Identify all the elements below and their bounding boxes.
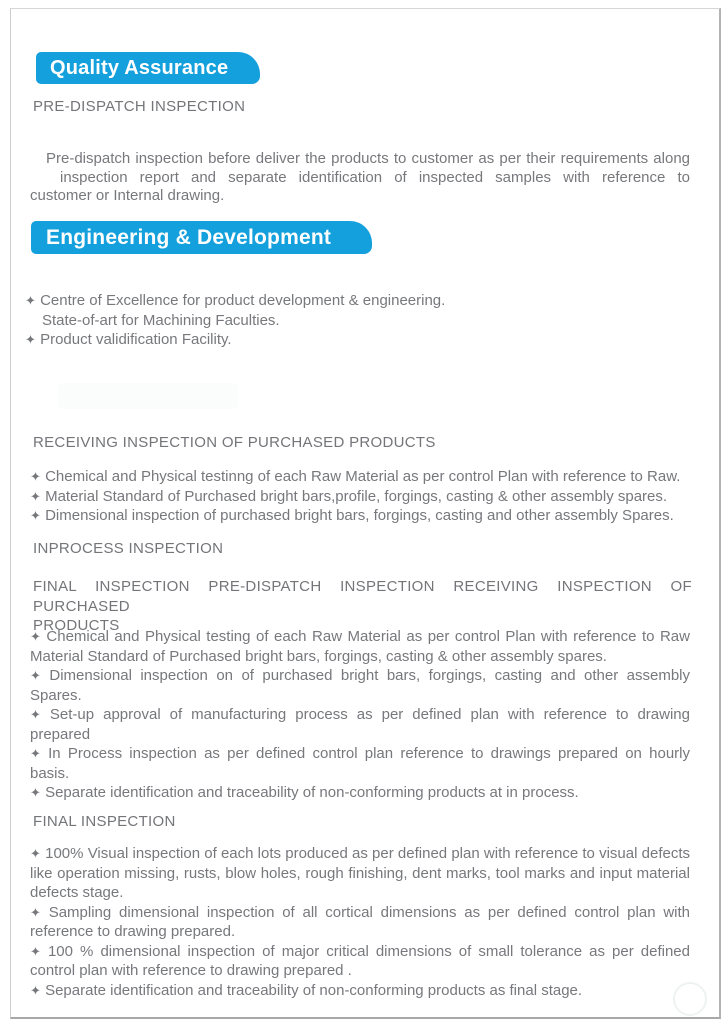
star-bullet-icon: ✦	[30, 668, 41, 683]
star-bullet-icon: ✦	[30, 846, 41, 861]
list-item-text: 100 % dimensional inspection of major critical dimensions of small tolerance as per defined control plan with reference to drawing prepared .	[30, 942, 690, 979]
heading-final-inspection: FINAL INSPECTION	[33, 813, 176, 830]
star-bullet-icon: ✦	[30, 508, 41, 523]
heading-pre-dispatch-inspection: PRE-DISPATCH INSPECTION	[33, 98, 246, 115]
list-item-text: Sampling dimensional inspection of all cortical dimensions as per defined control plan with reference to drawing prepared.	[30, 903, 690, 940]
list-item-text: Set-up approval of manufacturing process as per defined plan with reference to drawing prepared	[30, 706, 690, 743]
list-item	[30, 844, 690, 903]
list-item	[25, 291, 685, 311]
paragraph-line: inspection report and separate identification of inspected samples with reference to	[60, 168, 690, 186]
list-item-text: Dimensional inspection on of purchased bright bars, forgings, casting and other assembly Spares.	[30, 667, 691, 704]
list-item-text: Chemical and Physical testinng of each Raw Material as per control Plan with reference to Raw.	[45, 468, 681, 485]
scan-ghost-mark	[58, 383, 238, 409]
pre-dispatch-paragraph	[30, 150, 690, 206]
list-item-text: Separate identification and traceability of non-conforming products at in process.	[45, 784, 579, 801]
list-item-text: Material Standard of Purchased bright bars,profile, forgings, casting & other assembly spares.	[45, 487, 668, 505]
list-item	[30, 942, 690, 981]
quality-assurance-badge-label: Quality Assurance	[50, 56, 229, 79]
star-bullet-icon: ✦	[30, 707, 41, 722]
list-item	[25, 330, 685, 350]
star-bullet-icon: ✦	[30, 785, 41, 800]
list-item-text: Chemical and Physical testing of each Raw Material as per control Plan with reference to Raw Material Standard of Purchased bright bars, forgings, casting & other assembly spares.	[30, 628, 690, 665]
paragraph-line: customer or Internal drawing.	[30, 187, 225, 204]
list-item-text: Dimensional inspection of purchased bright bars, forgings, casting and other assembly Spares.	[45, 507, 674, 524]
list-item-text: Product validification Facility.	[40, 331, 232, 348]
watermark-circle-icon	[673, 982, 707, 1016]
final-bullet-list	[30, 844, 690, 1000]
paragraph-line: Pre-dispatch inspection before deliver the products to customer as per their requirements along	[46, 150, 690, 167]
star-bullet-icon: ✦	[30, 746, 41, 761]
star-bullet-icon: ✦	[30, 629, 41, 644]
heading-line: FINAL INSPECTION PRE-DISPATCH INSPECTION RECEIVING INSPECTION OF PURCHASED	[33, 578, 692, 615]
star-bullet-icon: ✦	[30, 982, 41, 998]
list-item-continuation: State-of-art for Machining Faculties.	[42, 311, 280, 329]
list-item-text: Separate identification and traceability of non-conforming products as final stage.	[45, 981, 583, 999]
heading-receiving-inspection: RECEIVING INSPECTION OF PURCHASED PRODUCTS	[33, 434, 436, 451]
section-badge-engineering-development	[31, 221, 372, 254]
list-item	[30, 627, 690, 666]
receiving-bullet-list	[30, 467, 696, 526]
heading-inprocess-inspection: INPROCESS INSPECTION	[33, 540, 224, 557]
star-bullet-icon: ✦	[25, 332, 36, 347]
engineering-bullet-list	[25, 291, 685, 350]
list-item	[30, 744, 690, 783]
star-bullet-icon: ✦	[30, 488, 41, 504]
star-bullet-icon: ✦	[30, 943, 41, 959]
inprocess-bullet-list	[30, 627, 690, 803]
list-item-text: 100% Visual inspection of each lots produced as per defined plan with reference to visual defects like operation missing, rusts, blow holes, rough finishing, dent marks, tool marks and input material defects stage.	[30, 845, 691, 901]
list-item-text: Centre of Excellence for product development & engineering.	[40, 292, 446, 309]
list-item	[30, 487, 696, 507]
heading-line: PRODUCTS	[33, 617, 120, 634]
list-item	[30, 506, 696, 526]
list-item-text: In Process inspection as per defined control plan reference to drawings prepared on hourly basis.	[30, 745, 690, 782]
section-badge-quality-assurance	[36, 52, 260, 84]
list-item	[30, 903, 690, 942]
star-bullet-icon: ✦	[25, 293, 36, 308]
engineering-development-badge-label: Engineering & Development	[46, 225, 332, 249]
list-item	[30, 705, 690, 744]
list-item	[30, 783, 690, 803]
star-bullet-icon: ✦	[30, 904, 41, 920]
star-bullet-icon: ✦	[30, 469, 41, 484]
list-item	[30, 981, 690, 1001]
list-item	[30, 467, 696, 487]
list-item	[30, 666, 690, 705]
